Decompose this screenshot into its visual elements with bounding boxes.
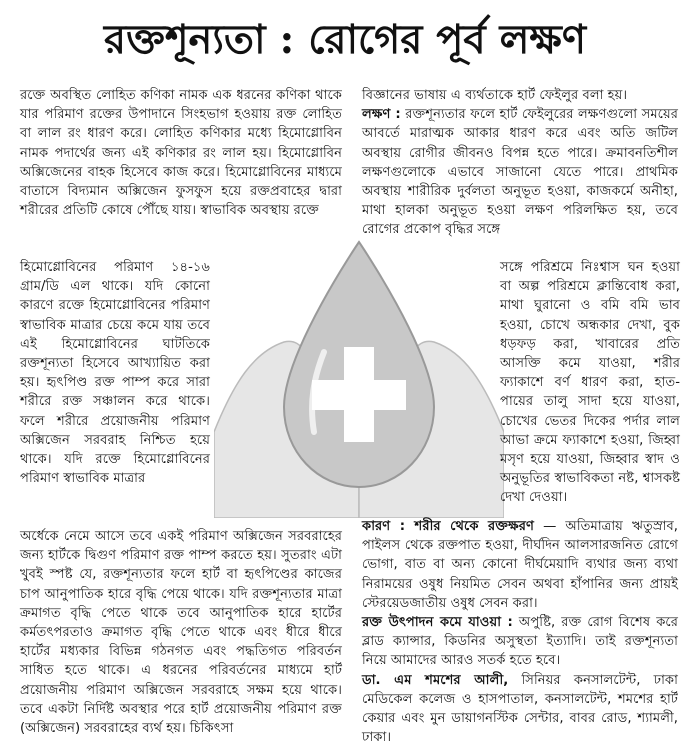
production-label: রক্ত উৎপাদন কমে যাওয়া : <box>362 615 513 631</box>
left-column-narrow <box>20 258 210 488</box>
author-block <box>362 671 678 747</box>
right-column-bottom <box>362 517 678 747</box>
blood-drop-illustration <box>214 232 504 518</box>
production-paragraph <box>362 613 678 671</box>
left-column-top <box>20 86 342 220</box>
symptoms-paragraph <box>362 105 678 239</box>
causes-paragraph <box>362 517 678 613</box>
symptoms-label: লক্ষণ : <box>362 107 401 123</box>
causes-label: কারণ : শরীর থেকে রক্তক্ষরণ <box>362 519 535 534</box>
right-column-narrow <box>500 258 680 508</box>
left-paragraph-2: হিমোগ্লোবিনের পরিমাণ ১৪-১৬ গ্রাম/ডি এল থাকে। যদি কোনো কারণে রক্তে হিমোগ্লোবিনের পরিমাণ স্বাভাবিক মাত্রার চেয়ে কমে যায় তবে এই হিমোগ্লোবিনের ঘাটতিকে রক্তশূন্যতা হিসেবে আখ্যায়িত করা হয়। হৃৎপিণ্ড রক্ত পাম্প করে সারা শরীরে রক্ত সঞ্চালন করে থাকে। ফলে শরীরে প্রয়োজনীয় পরিমাণ অক্সিজেন সরবরাহ নিশ্চিত হয়ে থাকে। যদি রক্তে হিমোগ্লোবিনের পরিমাণ স্বাভাবিক মাত্রার <box>20 260 210 487</box>
production-text: অপুষ্টি, রক্ত রোগ বিশেষ করে ব্লাড ক্যান্সার, কিডনির অসুস্থতা ইত্যাদি। তাই রক্তশূন্যতা নিয়ে আমাদের আরও সতর্ক হতে হবে। <box>362 615 678 669</box>
symptoms-list: সঙ্গে পরিশ্রমে নিঃশ্বাস ঘন হওয়া বা অল্প পরিশ্রমে ক্লান্তিবোধ করা, মাথা ঘুরানো ও বমি বমি ভাব হওয়া, চোখে অন্ধকার দেখা, বুক ধড়ফড় করা, খাবারের প্রতি আসক্তি কমে যাওয়া, শরীর ফ্যাকাশে বর্ণ ধারণ করা, হাত-পায়ের তালু সাদা হয়ে যাওয়া, চোখের ভেতর দিকের পর্দার লাল আভা ক্রমে ফ্যাকাশে হওয়া, জিহ্বা মসৃণ হয়ে যাওয়া, জিহ্বার স্বাদ ও অনুভূতির স্বাভাবিকতা নষ্ট, শ্বাসকষ্ট দেখা দেওয়া। <box>500 260 680 506</box>
left-column-bottom <box>20 527 342 738</box>
left-paragraph-1: রক্তে অবস্থিত লোহিত কণিকা নামক এক ধরনের কণিকা থাকে যার পরিমাণ রক্তের উপাদানে সিংহভাগ হওয়ায় রক্ত লোহিত বা লাল রং ধারণ করে। লোহিত কণিকার মধ্যে হিমোগ্লোবিন নামক পদার্থের জন্য এই কণিকার রং লাল হয়। হিমোগ্লোবিন অক্সিজেনের বাহক হিসেবে কাজ করে। হিমোগ্লোবিনের মাধ্যমে বাতাসে বিদ্যমান অক্সিজেন ফুসফুস হয়ে রক্তপ্রবাহের দ্বারা শরীরের প্রতিটি কোষে পৌঁছে যায়। স্বাভাবিক অবস্থায় রক্তে <box>20 88 342 219</box>
blood-drop-cross-icon <box>214 232 504 518</box>
right-paragraph-1: বিজ্ঞানের ভাষায় এ ব্যর্থতাকে হার্ট ফেইলুর বলা হয়। <box>362 88 628 103</box>
author-details: সিনিয়র কনসালটেন্ট, ঢাকা মেডিকেল কলেজ ও হাসপাতাল, কনসালটেন্ট, শমশের হার্ট কেয়ার এবং মুন ডায়াগনস্টিক সেন্টার, বাবর রোড, শ্যামলী, ঢাকা। <box>362 672 678 746</box>
right-column-top <box>362 86 678 240</box>
causes-text: — অতিমাত্রায় ঋতুস্রাব, পাইলস থেকে রক্তপাত হওয়া, দীর্ঘদিন আলসারজনিত রোগে ভোগা, বাত বা অন্য কোনো দীর্ঘমেয়াদি ব্যথার জন্য ব্যথা নিরাময়ের ওষুধ নিয়মিত সেবন অথবা হাঁপানির জন্য প্রায়ই স্টেরয়েডজাতীয় ওষুধ সেবন করা। <box>362 519 678 611</box>
author-name: ডা. এম শমশের আলী, <box>362 672 509 688</box>
symptoms-text: রক্তশূন্যতার ফলে হার্ট ফেইলুরের লক্ষণগুলো সময়ের আবর্তে মারাত্মক আকার ধারণ করে এবং অতি জটিল অবস্থায় রোগীর জীবনও বিপন্ন হতে পারে। ক্রমাবনতিশীল লক্ষণগুলোকে এভাবে সাজানো যেতে পারে। প্রাথমিক অবস্থায় শারীরিক দুর্বলতা অনুভূত হওয়া, কাজকর্মে অনীহা, মাথা হালকা অনুভূত হওয়া লক্ষণ পরিলক্ষিত হয়, তবে রোগের প্রকোপ বৃদ্ধির সঙ্গে <box>362 107 678 238</box>
left-paragraph-3: অর্ধেকে নেমে আসে তবে একই পরিমাণ অক্সিজেন সরবরাহের জন্য হার্টকে দ্বিগুণ পরিমাণ রক্ত পাম্প করতে হয়। সুতরাং এটা খুবই স্পষ্ট যে, রক্তশূন্যতার ফলে হার্ট বা হৃৎপিণ্ডের কাজের চাপ আনুপাতিক হারে বৃদ্ধি পেয়ে থাকে। যদি রক্তশূন্যতার মাত্রা ক্রমাগত বৃদ্ধি পেতে থাকে তবে আনুপাতিক হারে হার্টের কর্মতৎপরতাও ক্রমাগত বৃদ্ধি পেতে থাকে এবং ধীরে ধীরে হার্টের মধ্যকার বিভিন্ন গঠনগত এবং পদ্ধতিগত পরিবর্তন সাধিত হতে থাকে। এ ধরনের পরিবর্তনের মাধ্যমে হার্ট প্রয়োজনীয় পরিমাণ অক্সিজেন সরবরাহে সক্ষম হয়ে থাকে। তবে একটা নির্দিষ্ট অবস্থার পরে হার্ট প্রয়োজনীয় পরিমাণ রক্ত (অক্সিজেন) সরবরাহের ব্যর্থ হয়। চিকিৎসা <box>20 529 342 737</box>
headline: রক্তশূন্যতা : রোগের পূর্ব লক্ষণ <box>103 16 587 63</box>
